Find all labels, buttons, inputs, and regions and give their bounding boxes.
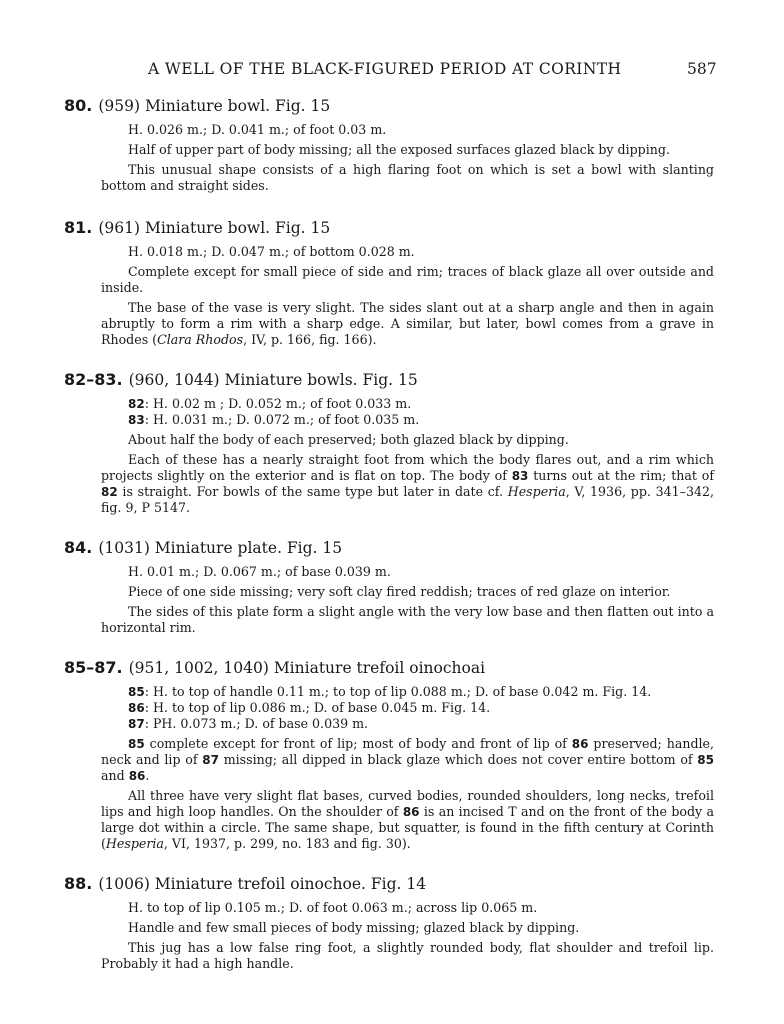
running-header: [0, 60, 784, 80]
entry-title: (960, 1044) Miniature bowls. Fig. 15: [128, 371, 418, 389]
entry-dimensions: 82: H. 0.02 m ; D. 0.052 m.; of foot 0.033 m. 83: H. 0.031 m.; D. 0.072 m.; of foot 0.035 m.: [128, 396, 420, 427]
citation-title: Hesperia: [507, 484, 566, 499]
entry-title: (959) Miniature bowl. Fig. 15: [98, 97, 331, 115]
citation-title: Clara Rhodos: [157, 332, 244, 347]
entry-number: 80.: [64, 96, 93, 115]
entry-paragraph: About half the body of each preserved; both glazed black by dipping.: [128, 432, 569, 447]
entry-title: (1031) Miniature plate. Fig. 15: [98, 539, 343, 557]
entry-paragraph: Handle and few small pieces of body missing; glazed black by dipping.: [128, 920, 580, 935]
entry-title: (1006) Miniature trefoil oinochoe. Fig. 14: [98, 875, 427, 893]
entry-paragraph: The base of the vase is very slight. The sides slant out at a sharp angle and then in again abruptly to form a rim with a sharp edge. A similar, but later, bowl comes from a grave in Rhodes (Clara Rhodos, IV, p. 166, fig. 166).: [101, 300, 714, 347]
entry-number: 88.: [64, 874, 93, 893]
entry-paragraph: 85 complete except for front of lip; most of body and front of lip of 86 preserved; handle, neck and lip of 87 missing; all dipped in black glaze which does not cover entire bottom of 85 and 86.: [101, 736, 714, 783]
entry-heading: [64, 218, 714, 238]
entry-number: 85–87.: [64, 658, 123, 677]
catalogue-entry-82-83: [64, 370, 714, 516]
entry-paragraph: Complete except for small piece of side and rim; traces of black glaze all over outside and inside.: [101, 264, 714, 295]
entry-title: (961) Miniature bowl. Fig. 15: [98, 219, 331, 237]
entry-heading: [64, 538, 714, 558]
running-title: A WELL OF THE BLACK-FIGURED PERIOD AT CORINTH: [148, 60, 622, 78]
catalogue-entry-80: [64, 96, 714, 194]
entry-paragraph: Half of upper part of body missing; all the exposed surfaces glazed black by dipping.: [128, 142, 670, 157]
catalogue-entries: [64, 96, 714, 976]
entry-heading: [64, 874, 714, 894]
page-number: 587: [687, 60, 717, 78]
entry-heading: [64, 370, 714, 390]
entry-paragraph: The sides of this plate form a slight angle with the very low base and then flatten out into a horizontal rim.: [101, 604, 714, 635]
catalogue-entry-85-87: [64, 658, 714, 852]
entry-number: 84.: [64, 538, 93, 557]
entry-heading: [64, 96, 714, 116]
entry-paragraph: This jug has a low false ring foot, a slightly rounded body, flat shoulder and trefoil lip. Probably it had a high handle.: [101, 940, 714, 971]
catalogue-entry-88: [64, 874, 714, 972]
citation-title: Hesperia: [105, 836, 164, 851]
entry-dimensions: H. 0.018 m.; D. 0.047 m.; of bottom 0.028 m.: [128, 244, 415, 259]
entry-number: 82–83.: [64, 370, 123, 389]
entry-dimensions: 85: H. to top of handle 0.11 m.; to top of lip 0.088 m.; D. of base 0.042 m. Fig. 14. 86: H. to top of lip 0.086 m.; D. of base 0.045 m. Fig. 14. 87: PH. 0.073 m.; D. of base 0.039 m.: [128, 684, 652, 731]
entry-number: 81.: [64, 218, 93, 237]
entry-paragraph: All three have very slight flat bases, curved bodies, rounded shoulders, long necks, trefoil lips and high loop handles. On the shoulder of 86 is an incised T and on the front of the body a large dot within a circle. The same shape, but squatter, is found in the fifth century at Corinth (Hesperia, VI, 1937, p. 299, no. 183 and fig. 30).: [101, 788, 714, 851]
entry-dimensions: H. 0.01 m.; D. 0.067 m.; of base 0.039 m.: [128, 564, 391, 579]
entry-paragraph: Piece of one side missing; very soft clay fired reddish; traces of red glaze on interior.: [128, 584, 671, 599]
catalogue-entry-81: [64, 218, 714, 348]
entry-title: (951, 1002, 1040) Miniature trefoil oinochoai: [128, 659, 486, 677]
catalogue-entry-84: [64, 538, 714, 636]
entry-dimensions: H. 0.026 m.; D. 0.041 m.; of foot 0.03 m.: [128, 122, 387, 137]
entry-paragraph: This unusual shape consists of a high flaring foot on which is set a bowl with slanting bottom and straight sides.: [101, 162, 714, 193]
entry-paragraph: Each of these has a nearly straight foot from which the body flares out, and a rim which projects slightly on the exterior and is flat on top. The body of 83 turns out at the rim; that of 82 is straight. For bowls of the same type but later in date cf. Hesperia, V, 1936, pp. 341–342, fig. 9, P 5147.: [101, 452, 715, 515]
entry-heading: [64, 658, 714, 678]
entry-dimensions: H. to top of lip 0.105 m.; D. of foot 0.063 m.; across lip 0.065 m.: [128, 900, 538, 915]
